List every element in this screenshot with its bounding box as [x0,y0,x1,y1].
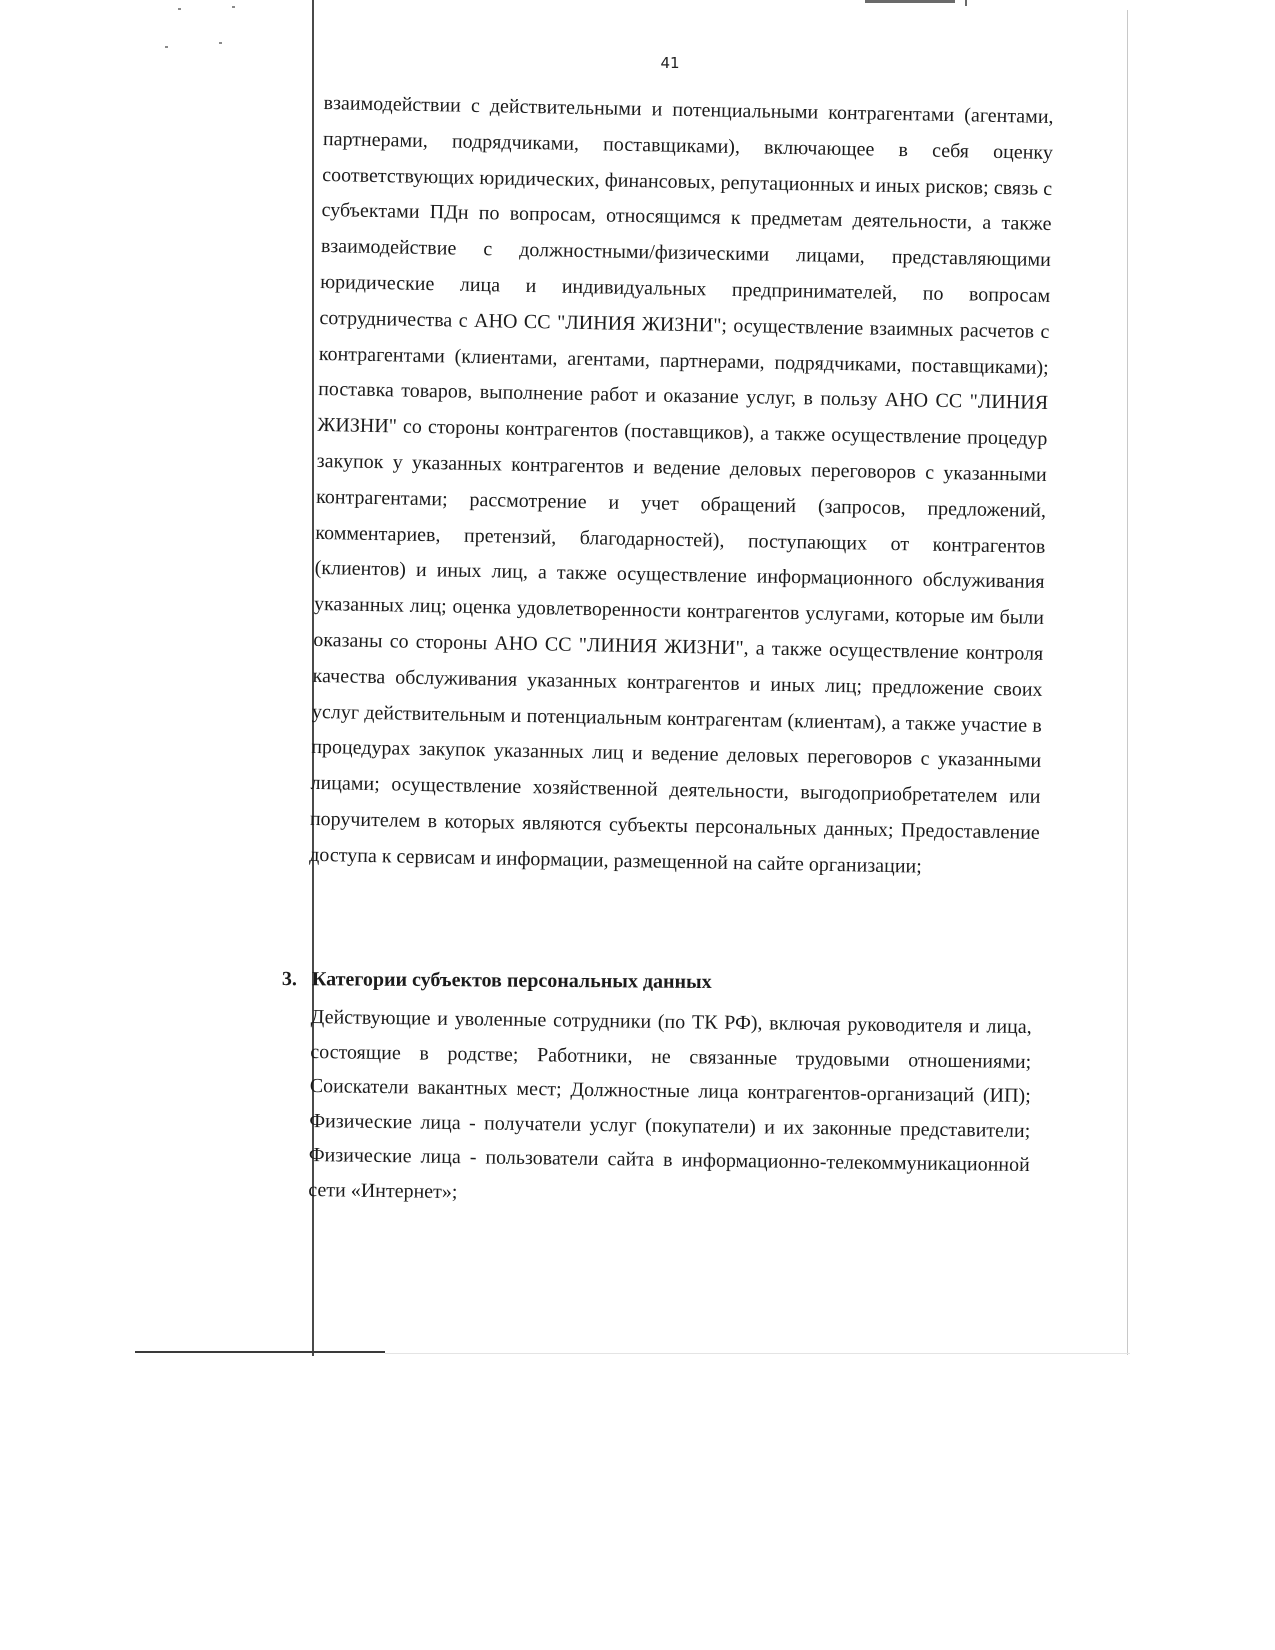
scan-speck [165,46,168,48]
scan-artifact-top [865,0,955,3]
scan-speck [178,8,181,10]
section-heading [282,968,1062,996]
scan-speck [219,42,222,44]
section-title: Категории субъектов персональных данных [311,968,712,993]
scan-page-right-edge [1127,10,1128,1355]
scan-artifact-top-tick [965,0,967,6]
scan-speck [232,6,235,8]
section-number: 3. [281,968,297,991]
scan-page-bottom-faint [385,1353,1130,1354]
section-paragraph: Действующие и уволенные сотрудники (по ТК РФ), включая руководителя и лица, состоящие в родстве; Работники, не связанные трудовыми отношениями; Соискатели вакантных мест; Должностные лица контрагентов-организаций (ИП); Физические лица - получатели услуг (покупатели) и их законные представители; Физические лица - пользователи сайта в информационно-телекоммуникационной сети «Интернет»; [308,1005,1032,1204]
page-number: 41 [660,54,680,72]
continuation-paragraph: взаимодействии с действительными и потенциальными контрагентами (агентами, партнерами, подрядчиками, поставщиками), включающее в себя оценку соответствующих юридических, финансовых, репутационных и иных рисков; связь с субъектами ПДн по вопросам, относящимся к предметам деятельности, а также взаимодействие с должностными/физическими лицами, представляющими юридические лица и индивидуальных предпринимателей, по вопросам сотрудничества с АНО СС "ЛИНИЯ ЖИЗНИ"; осуществление взаимных расчетов с контрагентами (клиентами, агентами, партнерами, подрядчиками, поставщиками); поставка товаров, выполнение работ и оказание услуг, в пользу АНО СС "ЛИНИЯ ЖИЗНИ" со стороны контрагентов (поставщиков), а также осуществление процедур закупок у указанных контрагентов и ведение деловых переговоров с указанными контрагентами; рассмотрение и учет обращений (запросов, предложений, комментариев, претензий, благодарностей), поступающих от контрагентов (клиентов) и иных лиц, а также осуществление информационного обслуживания указанных лиц; оценка удовлетворенности контрагентов услугами, которые им были оказаны со стороны АНО СС "ЛИНИЯ ЖИЗНИ", а также осуществление контроля качества обслуживания указанных контрагентов и иных лиц; предложение своих услуг действительным и потенциальным контрагентам (клиентам), а также участие в процедурах закупок указанных лиц и ведение деловых переговоров с указанными лицами; осуществление хозяйственной деятельности, выгодоприобретателем или поручителем в которых являются субъекты персональных данных; Предоставление доступа к сервисам и информации, размещенной на сайте организации; [309,91,1054,878]
scan-page-bottom-edge [135,1351,385,1353]
